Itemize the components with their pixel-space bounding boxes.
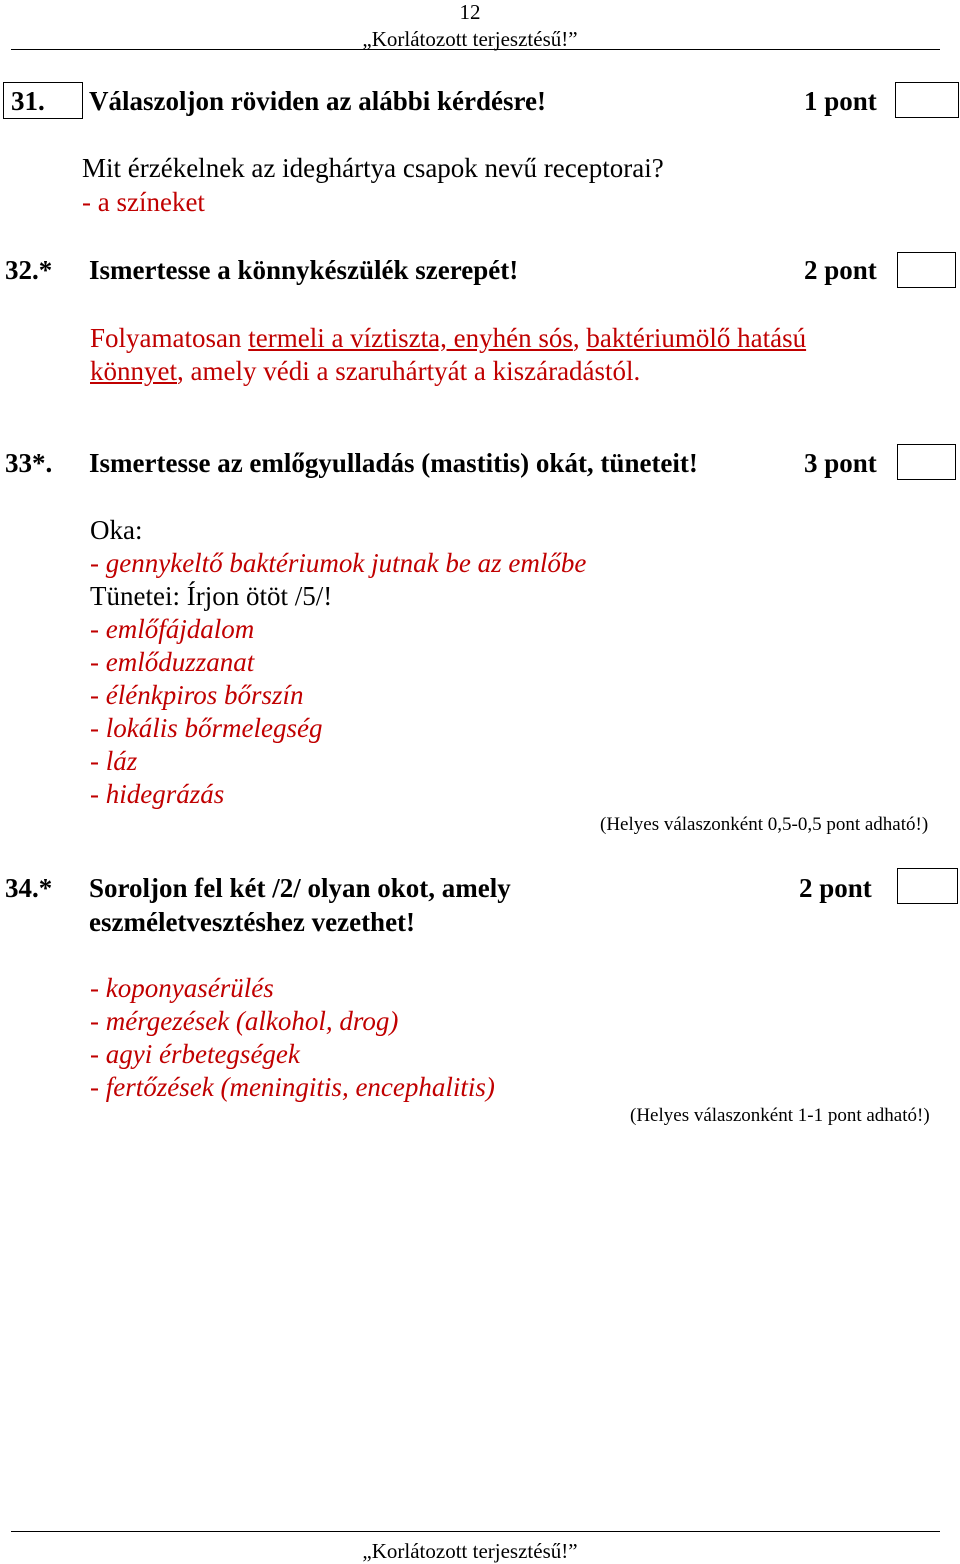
q33-symptoms-label: Tünetei: Írjon ötöt /5/! <box>90 581 333 611</box>
q31-score-box[interactable] <box>895 82 959 118</box>
footer-rule <box>11 1531 940 1532</box>
q34-question-line-1: Soroljon fel két /2/ olyan okot, amely <box>89 873 511 903</box>
q33-points: 3 pont <box>804 448 877 478</box>
q31-points: 1 pont <box>804 86 877 116</box>
q34-score-box[interactable] <box>897 868 958 904</box>
q33-cause: - gennykeltő baktériumok jutnak be az emlőbe <box>90 548 587 578</box>
q32-answer-line-1: Folyamatosan termeli a víztiszta, enyhén sós, baktériumölő hatású <box>90 323 807 353</box>
list-item: - koponyasérülés <box>90 973 274 1003</box>
list-item: - agyi érbetegségek <box>90 1039 300 1069</box>
q34-scoring-note: (Helyes válaszonként 1-1 pont adható!) <box>630 1105 930 1126</box>
q31-number: 31. <box>11 86 45 116</box>
q32-score-box[interactable] <box>897 252 956 288</box>
q31-question: Válaszoljon röviden az alábbi kérdésre! <box>89 86 546 116</box>
q33-scoring-note: (Helyes válaszonként 0,5-0,5 pont adható!) <box>600 814 929 835</box>
q32-question: Ismertesse a könnykészülék szerepét! <box>89 255 519 285</box>
q33-question: Ismertesse az emlőgyulladás (mastitis) okát, tüneteit! <box>89 448 698 478</box>
list-item: - fertőzések (meningitis, encephalitis) <box>90 1072 495 1102</box>
list-item: - emlőfájdalom <box>90 614 255 644</box>
q33-number: 33*. <box>5 448 53 478</box>
q32-points: 2 pont <box>804 255 877 285</box>
list-item: - mérgezések (alkohol, drog) <box>90 1006 399 1036</box>
q31-answer: - a színeket <box>82 187 205 217</box>
list-item: - láz <box>90 746 138 776</box>
q32-answer-line-2: könnyet, amely védi a szaruhártyát a kiszáradástól. <box>90 356 641 386</box>
list-item: - élénkpiros bőrszín <box>90 680 304 710</box>
header-notice: „Korlátozott terjesztésű!” <box>362 27 578 51</box>
q34-question-line-2: eszméletvesztéshez vezethet! <box>89 907 416 937</box>
q33-cause-label: Oka: <box>90 515 143 545</box>
footer-notice: „Korlátozott terjesztésű!” <box>362 1539 578 1563</box>
list-item: - lokális bőrmelegség <box>90 713 323 743</box>
q32-number: 32.* <box>5 255 53 285</box>
q31-prompt: Mit érzékelnek az ideghártya csapok nevű receptorai? <box>82 153 664 183</box>
q34-number: 34.* <box>5 873 53 903</box>
page-number: 12 <box>459 0 481 24</box>
q34-points: 2 pont <box>799 873 872 903</box>
q33-score-box[interactable] <box>897 444 956 480</box>
list-item: - emlőduzzanat <box>90 647 255 677</box>
list-item: - hidegrázás <box>90 779 225 809</box>
header-rule <box>11 49 940 50</box>
